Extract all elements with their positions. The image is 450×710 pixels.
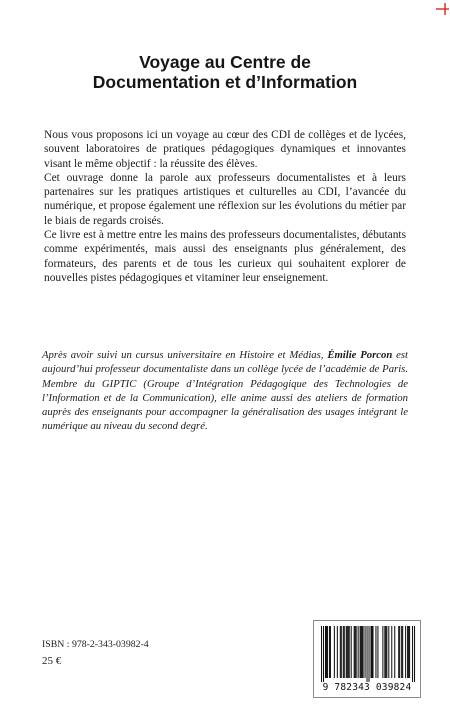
barcode-bar — [351, 626, 352, 678]
barcode-bar — [355, 626, 356, 678]
barcode-bar — [398, 626, 399, 678]
barcode-bar — [370, 626, 371, 678]
barcode-bar — [329, 626, 330, 678]
isbn-label: ISBN : 978-2-343-03982-4 — [42, 639, 149, 650]
barcode-bar — [334, 626, 335, 678]
barcode-bar — [377, 626, 378, 678]
author-bio-text: est aujourd’hui professeur documentaliste dans un collège lycée de l’académie de Paris. Membre du GIPTIC (Groupe d’Intégration Pédagogique des Technologies de l’Information et de la Communication), elle anime aussi des ateliers de formation auprès des enseignants pour accompagner la généralisation des usages intégrant le numérique au niveau du second degré. — [42, 349, 408, 433]
description-paragraph: Cet ouvrage donne la parole aux professeurs documentalistes et à leurs partenaires sur les pratiques artistiques et culturelles au CDI, l’avancée du numérique, et propose également une réflexion sur les évolutions du métier par le biais de regards croisés. — [44, 171, 406, 227]
barcode-bar — [362, 626, 363, 678]
barcode-bar — [343, 626, 344, 678]
barcode-bar — [358, 626, 359, 678]
barcode-bar — [399, 626, 400, 678]
barcode-bar — [354, 626, 355, 678]
barcode-bar — [414, 626, 415, 682]
barcode-bar — [349, 626, 350, 678]
barcode-bar — [348, 626, 349, 678]
barcode-bar — [384, 626, 385, 678]
corner-arrow-icon — [432, 0, 450, 18]
barcode-bar — [409, 626, 410, 678]
barcode-bar — [375, 626, 376, 678]
barcode-bar — [401, 626, 402, 678]
barcode-bar — [321, 626, 322, 682]
barcode-bar — [371, 626, 372, 678]
barcode-bar — [386, 626, 387, 678]
barcode-bar — [340, 626, 341, 678]
barcode-bar — [367, 626, 368, 682]
book-title-line-1: Voyage au Centre de — [139, 52, 311, 72]
barcode-bar — [372, 626, 373, 678]
barcode-bar — [346, 626, 347, 678]
barcode-bar — [341, 626, 342, 678]
barcode-bar — [363, 626, 364, 678]
barcode-bar — [407, 626, 408, 678]
book-title — [40, 52, 410, 92]
barcode-bar — [368, 626, 369, 682]
barcode-bar — [382, 626, 383, 678]
barcode-bars — [319, 626, 417, 682]
author-name: Émilie Porcon — [327, 349, 393, 361]
price-label: 25 € — [42, 655, 62, 667]
description-paragraph: Nous vous proposons ici un voyage au cœur des CDI de collèges et de lycées, souvent laboratoires de pratiques pédagogiques dynamiques et innovantes visant le même objectif : la réussite des élèves. — [44, 129, 406, 170]
barcode-bar — [347, 626, 348, 678]
barcode-bar — [385, 626, 386, 678]
barcode-digits: 9 782343 039824 — [322, 682, 412, 693]
barcode-bar — [330, 626, 331, 678]
barcode-bar — [365, 626, 366, 678]
barcode-bar — [391, 626, 392, 678]
barcode-bar — [356, 626, 357, 678]
author-bio — [42, 348, 408, 434]
barcode — [313, 620, 421, 698]
barcode-bar — [337, 626, 338, 678]
barcode-bar — [344, 626, 345, 678]
book-description — [44, 128, 406, 285]
barcode-bar — [361, 626, 362, 678]
barcode-bar — [402, 626, 403, 678]
author-bio-intro: Après avoir suivi un cursus universitaire en Histoire et Médias, — [42, 349, 328, 361]
barcode-bar — [388, 626, 389, 678]
barcode-bar — [323, 626, 324, 682]
barcode-bar — [326, 626, 327, 678]
barcode-bar — [325, 626, 326, 678]
book-title-line-2: Documentation et d’Information — [92, 72, 358, 92]
barcode-bar — [408, 626, 409, 678]
barcode-bar — [412, 626, 413, 682]
barcode-bar — [360, 626, 361, 678]
barcode-bar — [394, 626, 395, 678]
description-paragraph: Ce livre est à mettre entre les mains des professeurs documentalistes, débutants comme expérimentés, mais aussi des enseignants plus généralement, des formateurs, des parents et de tous les curieux qui souhaitent explorer de nouvelles pistes pédagogiques et vitaminer leur enseignement. — [44, 229, 406, 284]
barcode-bar — [327, 626, 328, 678]
barcode-bar — [405, 626, 406, 678]
